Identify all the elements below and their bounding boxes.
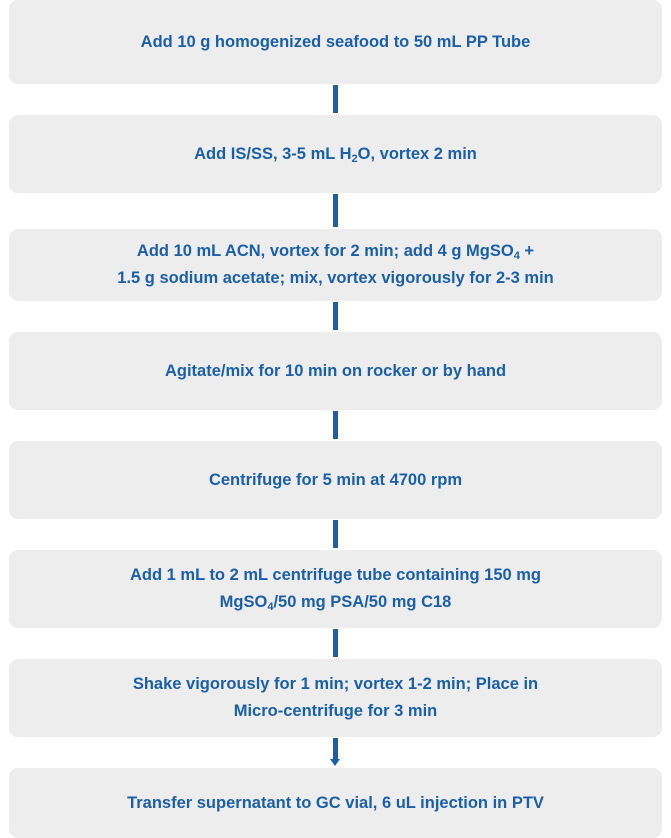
step-7-line-1: Shake vigorously for 1 min; vortex 1-2 min; Place in <box>132 675 539 693</box>
step-8-line-1: Transfer supernatant to GC vial, 6 uL injection in PTV <box>127 793 544 812</box>
step-1-line-1: Add 10 g homogenized seafood to 50 mL PP Tube <box>140 32 531 51</box>
step-3-text <box>117 238 553 292</box>
step-4-line-1: Agitate/mix for 10 min on rocker or by hand <box>164 361 507 380</box>
step-1-box <box>9 0 662 84</box>
connector-1-2 <box>333 85 338 113</box>
step-5-text <box>209 467 462 494</box>
step-3-line-2: 1.5 g sodium acetate; mix, vortex vigorously for 2-3 min <box>117 269 554 287</box>
step-7-text <box>133 671 538 725</box>
step-7-line-2: Micro-centrifuge for 3 min <box>233 702 438 720</box>
step-8-text <box>127 790 544 817</box>
step-8-box <box>9 768 662 838</box>
connector-7-8 <box>333 738 338 760</box>
step-5-box <box>9 441 662 519</box>
step-4-text <box>165 358 506 385</box>
connector-2-3 <box>333 194 338 227</box>
connector-4-5 <box>333 411 338 439</box>
subscript: 4 <box>513 250 520 262</box>
step-5-line-1: Centrifuge for 5 min at 4700 rpm <box>208 470 463 489</box>
step-2-text <box>194 141 477 168</box>
step-3-line-1: Add 10 mL ACN, vortex for 2 min; add 4 g MgSO$_4$ + <box>136 242 535 262</box>
subscript: 2 <box>351 152 358 165</box>
step-1-text <box>141 29 531 56</box>
step-4-box <box>9 332 662 410</box>
step-2-box <box>9 115 662 193</box>
subscript: 4 <box>267 601 274 613</box>
step-6-line-2: MgSO$_4$/50 mg PSA/50 mg C18 <box>219 593 452 613</box>
step-2-line-1: Add IS/SS, 3-5 mL $H_2O$, vortex 2 min <box>194 144 477 165</box>
connector-5-6 <box>333 520 338 548</box>
step-6-line-1: Add 1 mL to 2 mL centrifuge tube containing 150 mg <box>129 566 542 584</box>
step-6-box <box>9 550 662 628</box>
connector-3-4 <box>333 302 338 330</box>
step-6-text <box>130 562 541 616</box>
step-7-box <box>9 659 662 737</box>
step-3-box <box>9 229 662 301</box>
arrowhead-icon <box>330 759 340 766</box>
connector-6-7 <box>333 629 338 657</box>
